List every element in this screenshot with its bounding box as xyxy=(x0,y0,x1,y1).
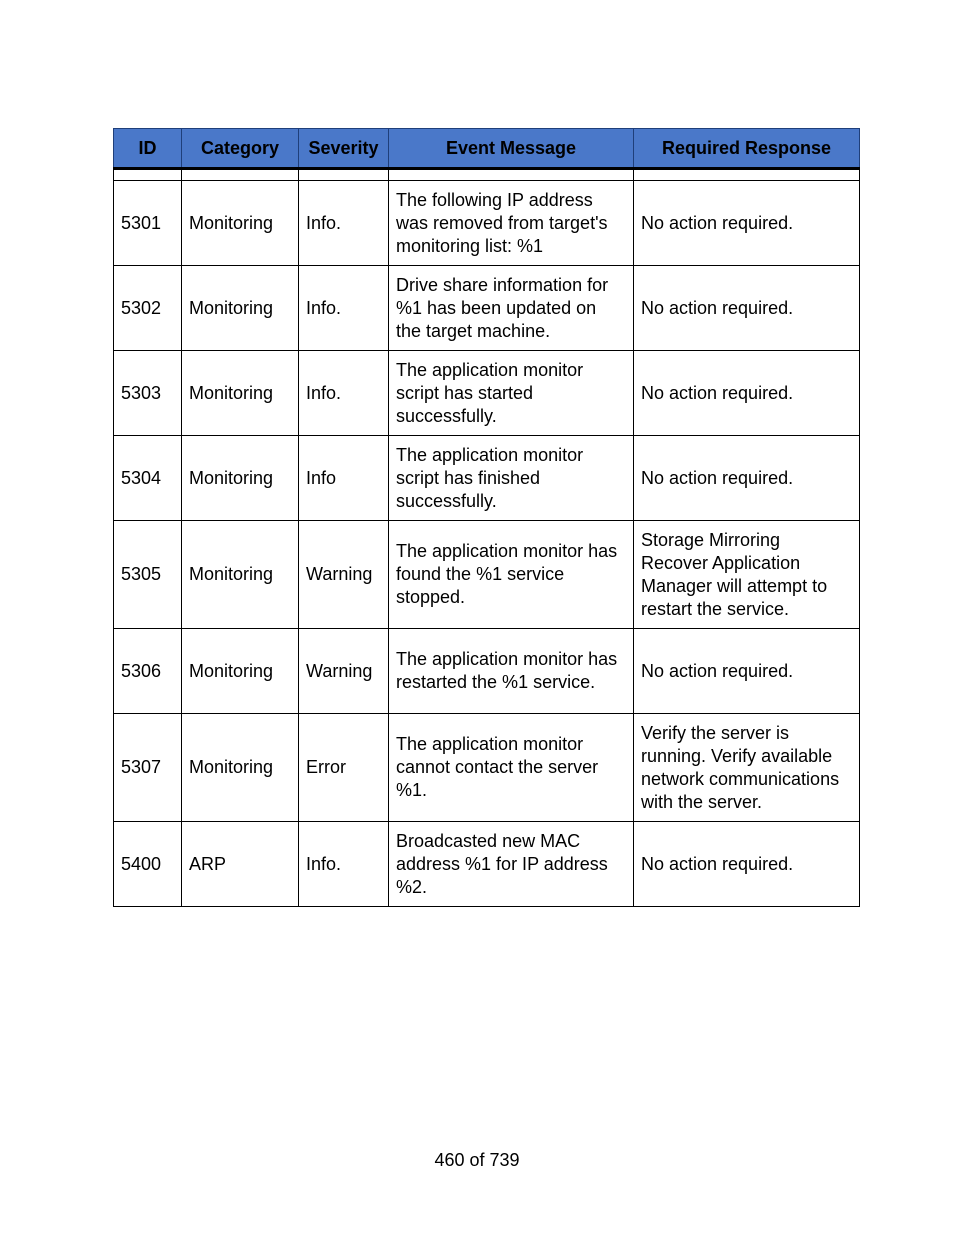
cell-severity: Info xyxy=(299,436,389,521)
cell-event-message: The application monitor cannot contact the server %1. xyxy=(389,714,634,822)
cell-category: Monitoring xyxy=(182,714,299,822)
header-severity: Severity xyxy=(299,129,389,169)
cell-category: Monitoring xyxy=(182,266,299,351)
cell-id: 5306 xyxy=(114,629,182,714)
header-category: Category xyxy=(182,129,299,169)
cell-severity: Error xyxy=(299,714,389,822)
header-event-message: Event Message xyxy=(389,129,634,169)
cell-required-response: No action required. xyxy=(634,822,860,907)
cell-event-message: The application monitor has restarted the %1 service. xyxy=(389,629,634,714)
table-header-row xyxy=(114,129,860,169)
cell-event-message: Broadcasted new MAC address %1 for IP address %2. xyxy=(389,822,634,907)
cell-category: ARP xyxy=(182,822,299,907)
table-row xyxy=(114,822,860,907)
cell-severity: Info. xyxy=(299,822,389,907)
cell-event-message: The application monitor script has started successfully. xyxy=(389,351,634,436)
spacer-cell xyxy=(114,169,182,181)
page-number: 460 of 739 xyxy=(434,1150,520,1170)
cell-required-response: No action required. xyxy=(634,181,860,266)
table-row xyxy=(114,714,860,822)
cell-id: 5307 xyxy=(114,714,182,822)
spacer-cell xyxy=(299,169,389,181)
cell-category: Monitoring xyxy=(182,181,299,266)
cell-category: Monitoring xyxy=(182,436,299,521)
cell-category: Monitoring xyxy=(182,629,299,714)
cell-required-response: Storage Mirroring Recover Application Manager will attempt to restart the service. xyxy=(634,521,860,629)
cell-category: Monitoring xyxy=(182,521,299,629)
cell-severity: Warning xyxy=(299,521,389,629)
spacer-cell xyxy=(389,169,634,181)
cell-required-response: No action required. xyxy=(634,351,860,436)
cell-event-message: Drive share information for %1 has been updated on the target machine. xyxy=(389,266,634,351)
table-row xyxy=(114,351,860,436)
cell-severity: Info. xyxy=(299,181,389,266)
table-row xyxy=(114,629,860,714)
cell-required-response: No action required. xyxy=(634,629,860,714)
cell-severity: Info. xyxy=(299,351,389,436)
table-row xyxy=(114,266,860,351)
cell-id: 5301 xyxy=(114,181,182,266)
cell-id: 5305 xyxy=(114,521,182,629)
spacer-cell xyxy=(182,169,299,181)
cell-category: Monitoring xyxy=(182,351,299,436)
cell-id: 5400 xyxy=(114,822,182,907)
table-row xyxy=(114,521,860,629)
cell-required-response: No action required. xyxy=(634,266,860,351)
spacer-cell xyxy=(634,169,860,181)
cell-id: 5303 xyxy=(114,351,182,436)
cell-event-message: The application monitor script has finished successfully. xyxy=(389,436,634,521)
cell-severity: Warning xyxy=(299,629,389,714)
header-id: ID xyxy=(114,129,182,169)
cell-required-response: No action required. xyxy=(634,436,860,521)
cell-event-message: The following IP address was removed from target's monitoring list: %1 xyxy=(389,181,634,266)
cell-required-response: Verify the server is running. Verify available network communications with the server. xyxy=(634,714,860,822)
cell-event-message: The application monitor has found the %1 service stopped. xyxy=(389,521,634,629)
cell-id: 5304 xyxy=(114,436,182,521)
table-row xyxy=(114,436,860,521)
header-required-response: Required Response xyxy=(634,129,860,169)
table-row xyxy=(114,181,860,266)
event-table xyxy=(113,128,860,907)
cell-id: 5302 xyxy=(114,266,182,351)
table-spacer-row xyxy=(114,169,860,181)
cell-severity: Info. xyxy=(299,266,389,351)
